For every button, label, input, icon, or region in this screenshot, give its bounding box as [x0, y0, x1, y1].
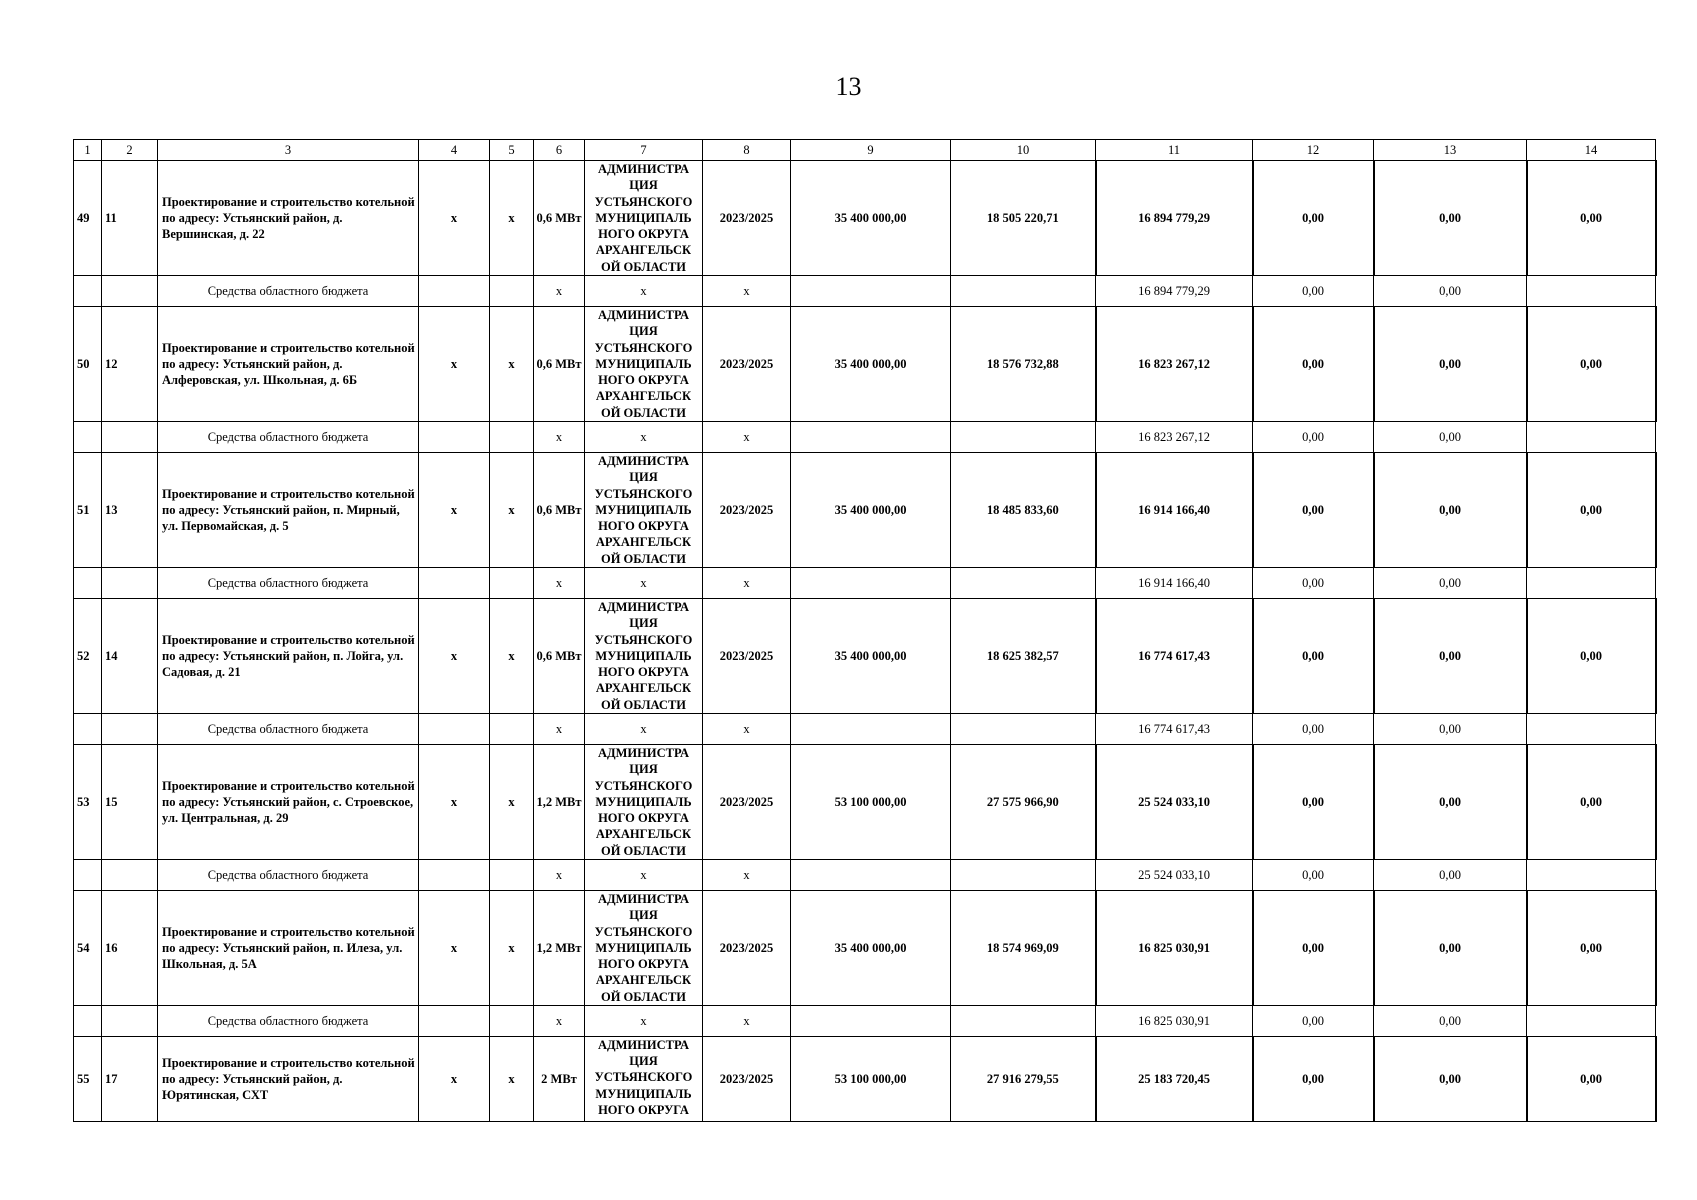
organization-line: ЦИЯ [629, 762, 658, 777]
organization-cell [585, 891, 703, 1006]
organization-line: МУНИЦИПАЛЬ [595, 648, 692, 663]
col-7-value: х [585, 276, 703, 307]
col-4-value: х [419, 891, 490, 1006]
empty-cell [951, 422, 1096, 453]
column-number-header [74, 140, 1656, 161]
organization-line: НОГО ОКРУГА [598, 957, 689, 972]
organization-line: НОГО ОКРУГА [598, 811, 689, 826]
period-value: 2023/2025 [703, 307, 791, 422]
period-value: 2023/2025 [703, 891, 791, 1006]
power-value: 0,6 МВт [534, 307, 585, 422]
row-number: 49 [74, 161, 102, 276]
funding-source-label: Средства областного бюджета [158, 1006, 419, 1037]
col-10-value: 18 574 969,09 [951, 891, 1096, 1006]
funding-source-row [74, 860, 1656, 891]
empty-cell [791, 1006, 951, 1037]
power-value: 0,6 МВт [534, 161, 585, 276]
empty-cell [419, 860, 490, 891]
organization-line: АРХАНГЕЛЬСК [595, 243, 692, 258]
table-body [74, 140, 1656, 1122]
col-4-value: х [419, 1037, 490, 1122]
table-row [74, 307, 1656, 422]
funding-source-label: Средства областного бюджета [158, 276, 419, 307]
organization-cell [585, 453, 703, 568]
organization-cell [585, 1037, 703, 1122]
col-10-value: 18 505 220,71 [951, 161, 1096, 276]
organization-line: УСТЬЯНСКОГО [594, 340, 693, 355]
col-13-value: 0,00 [1374, 276, 1527, 307]
col-12-value: 0,00 [1253, 422, 1374, 453]
organization-cell [585, 599, 703, 714]
col-13-value: 0,00 [1374, 891, 1527, 1006]
table-row [74, 745, 1656, 860]
col-7-value: х [585, 1006, 703, 1037]
col-7-value: х [585, 568, 703, 599]
empty-cell [1527, 860, 1656, 891]
total-cost: 53 100 000,00 [791, 745, 951, 860]
col-14-value: 0,00 [1527, 891, 1656, 1006]
col-8-value: х [703, 860, 791, 891]
object-name: Проектирование и строительство котельной по адресу: Устьянский район, п. Мирный, ул. Первомайская, д. 5 [158, 453, 419, 568]
col-14-value: 0,00 [1527, 599, 1656, 714]
organization-line: ОЙ ОБЛАСТИ [600, 259, 687, 274]
column-header: 6 [534, 140, 585, 161]
sub-number: 15 [102, 745, 158, 860]
organization-line: АДМИНИСТРА [597, 746, 690, 761]
col-11-value: 16 914 166,40 [1096, 453, 1253, 568]
col-14-value: 0,00 [1527, 745, 1656, 860]
col-12-value: 0,00 [1253, 1037, 1374, 1122]
col-10-value: 18 625 382,57 [951, 599, 1096, 714]
empty-cell [791, 276, 951, 307]
col-13-value: 0,00 [1374, 1037, 1527, 1122]
funding-source-row [74, 714, 1656, 745]
col-11-value: 16 823 267,12 [1096, 307, 1253, 422]
power-value: 0,6 МВт [534, 599, 585, 714]
total-cost: 35 400 000,00 [791, 599, 951, 714]
empty-cell [490, 714, 534, 745]
object-name: Проектирование и строительство котельной по адресу: Устьянский район, д. Вершинская, д. 22 [158, 161, 419, 276]
total-cost: 35 400 000,00 [791, 161, 951, 276]
empty-cell [951, 568, 1096, 599]
sub-number: 12 [102, 307, 158, 422]
col-7-value: х [585, 860, 703, 891]
organization-line: ЦИЯ [629, 1054, 658, 1069]
col-11-value: 25 183 720,45 [1096, 1037, 1253, 1122]
object-name: Проектирование и строительство котельной по адресу: Устьянский район, д. Алферовская, ул. Школьная, д. 6Б [158, 307, 419, 422]
column-header: 7 [585, 140, 703, 161]
sub-number: 14 [102, 599, 158, 714]
column-header: 4 [419, 140, 490, 161]
organization-line: ЦИЯ [629, 178, 658, 193]
column-header: 12 [1253, 140, 1374, 161]
empty-cell [1527, 422, 1656, 453]
col-11-value: 25 524 033,10 [1096, 745, 1253, 860]
col-6-value: х [534, 276, 585, 307]
col-11-value: 16 894 779,29 [1096, 161, 1253, 276]
funding-source-label: Средства областного бюджета [158, 714, 419, 745]
col-11-value: 16 774 617,43 [1096, 599, 1253, 714]
funding-source-label: Средства областного бюджета [158, 568, 419, 599]
col-10-value: 18 485 833,60 [951, 453, 1096, 568]
col-11-value: 16 825 030,91 [1096, 1006, 1253, 1037]
col-12-value: 0,00 [1253, 276, 1374, 307]
column-header: 14 [1527, 140, 1656, 161]
organization-line: УСТЬЯНСКОГО [594, 486, 693, 501]
organization-line: НОГО ОКРУГА [598, 1102, 689, 1117]
row-number: 51 [74, 453, 102, 568]
col-13-value: 0,00 [1374, 161, 1527, 276]
empty-cell [490, 422, 534, 453]
empty-cell [791, 860, 951, 891]
organization-line: ЦИЯ [629, 470, 658, 485]
col-11-value: 16 825 030,91 [1096, 891, 1253, 1006]
organization-line: АДМИНИСТРА [597, 600, 690, 615]
organization-line: АДМИНИСТРА [597, 454, 690, 469]
table-row [74, 599, 1656, 714]
column-header: 8 [703, 140, 791, 161]
empty-cell [791, 714, 951, 745]
organization-line: АДМИНИСТРА [597, 1038, 690, 1052]
organization-line: НОГО ОКРУГА [598, 373, 689, 388]
col-11-value: 16 774 617,43 [1096, 714, 1253, 745]
col-12-value: 0,00 [1253, 891, 1374, 1006]
period-value: 2023/2025 [703, 599, 791, 714]
col-8-value: х [703, 714, 791, 745]
empty-cell [1527, 276, 1656, 307]
col-7-value: х [585, 422, 703, 453]
row-number: 50 [74, 307, 102, 422]
row-number: 54 [74, 891, 102, 1006]
period-value: 2023/2025 [703, 1037, 791, 1122]
total-cost: 35 400 000,00 [791, 307, 951, 422]
sub-number: 11 [102, 161, 158, 276]
col-13-value: 0,00 [1374, 568, 1527, 599]
organization-line: ЦИЯ [629, 324, 658, 339]
organization-cell [585, 745, 703, 860]
organization-line: АДМИНИСТРА [597, 162, 690, 177]
organization-line: НОГО ОКРУГА [598, 519, 689, 534]
organization-line: ЦИЯ [629, 616, 658, 631]
organization-cell [585, 161, 703, 276]
col-13-value: 0,00 [1374, 745, 1527, 860]
col-6-value: х [534, 860, 585, 891]
col-5-value: х [490, 307, 534, 422]
table-row [74, 453, 1656, 568]
organization-line: МУНИЦИПАЛЬ [595, 794, 692, 809]
column-header: 9 [791, 140, 951, 161]
col-13-value: 0,00 [1374, 599, 1527, 714]
empty-cell [419, 568, 490, 599]
col-13-value: 0,00 [1374, 453, 1527, 568]
organization-line: ОЙ ОБЛАСТИ [600, 697, 687, 712]
col-6-value: х [534, 422, 585, 453]
empty-cell [490, 1006, 534, 1037]
empty-cell [951, 1006, 1096, 1037]
funding-source-label: Средства областного бюджета [158, 422, 419, 453]
col-10-value: 27 575 966,90 [951, 745, 1096, 860]
col-11-value: 25 524 033,10 [1096, 860, 1253, 891]
empty-cell [951, 860, 1096, 891]
organization-line: МУНИЦИПАЛЬ [595, 940, 692, 955]
organization-line: МУНИЦИПАЛЬ [595, 210, 692, 225]
organization-line: ОЙ ОБЛАСТИ [600, 551, 687, 566]
power-value: 1,2 МВт [534, 891, 585, 1006]
empty-cell [951, 714, 1096, 745]
object-name: Проектирование и строительство котельной по адресу: Устьянский район, п. Лойга, ул. Садовая, д. 21 [158, 599, 419, 714]
object-name: Проектирование и строительство котельной по адресу: Устьянский район, д. Юрятинская, СХТ [158, 1037, 419, 1122]
col-11-value: 16 914 166,40 [1096, 568, 1253, 599]
organization-line: МУНИЦИПАЛЬ [595, 356, 692, 371]
organization-line: АРХАНГЕЛЬСК [595, 681, 692, 696]
col-12-value: 0,00 [1253, 307, 1374, 422]
col-4-value: х [419, 161, 490, 276]
empty-cell [419, 714, 490, 745]
empty-cell [1527, 1006, 1656, 1037]
page-number: 13 [835, 72, 862, 101]
empty-cell [102, 568, 158, 599]
col-6-value: х [534, 1006, 585, 1037]
col-12-value: 0,00 [1253, 568, 1374, 599]
empty-cell [419, 1006, 490, 1037]
col-10-value: 27 916 279,55 [951, 1037, 1096, 1122]
period-value: 2023/2025 [703, 745, 791, 860]
funding-source-label: Средства областного бюджета [158, 860, 419, 891]
col-7-value: х [585, 714, 703, 745]
organization-line: НОГО ОКРУГА [598, 227, 689, 242]
col-13-value: 0,00 [1374, 714, 1527, 745]
col-5-value: х [490, 161, 534, 276]
total-cost: 53 100 000,00 [791, 1037, 951, 1122]
empty-cell [490, 860, 534, 891]
column-header: 13 [1374, 140, 1527, 161]
organization-line: МУНИЦИПАЛЬ [595, 502, 692, 517]
organization-line: УСТЬЯНСКОГО [594, 194, 693, 209]
col-14-value: 0,00 [1527, 307, 1656, 422]
empty-cell [419, 422, 490, 453]
column-header: 11 [1096, 140, 1253, 161]
empty-cell [74, 568, 102, 599]
col-6-value: х [534, 714, 585, 745]
organization-line: АРХАНГЕЛЬСК [595, 389, 692, 404]
col-12-value: 0,00 [1253, 1006, 1374, 1037]
col-8-value: х [703, 568, 791, 599]
column-header: 2 [102, 140, 158, 161]
power-value: 2 МВт [534, 1037, 585, 1122]
budget-table [73, 139, 1657, 1122]
col-13-value: 0,00 [1374, 1006, 1527, 1037]
col-12-value: 0,00 [1253, 714, 1374, 745]
column-header: 1 [74, 140, 102, 161]
organization-line: ОЙ ОБЛАСТИ [600, 405, 687, 420]
organization-line: ОЙ ОБЛАСТИ [600, 989, 687, 1004]
row-number: 52 [74, 599, 102, 714]
col-14-value: 0,00 [1527, 1037, 1656, 1122]
total-cost: 35 400 000,00 [791, 453, 951, 568]
sub-number: 13 [102, 453, 158, 568]
col-10-value: 18 576 732,88 [951, 307, 1096, 422]
col-8-value: х [703, 1006, 791, 1037]
col-4-value: х [419, 453, 490, 568]
total-cost: 35 400 000,00 [791, 891, 951, 1006]
col-6-value: х [534, 568, 585, 599]
funding-source-row [74, 1006, 1656, 1037]
sub-number: 17 [102, 1037, 158, 1122]
period-value: 2023/2025 [703, 161, 791, 276]
empty-cell [102, 860, 158, 891]
empty-cell [74, 714, 102, 745]
empty-cell [791, 568, 951, 599]
empty-cell [951, 276, 1096, 307]
col-12-value: 0,00 [1253, 599, 1374, 714]
funding-source-row [74, 276, 1656, 307]
empty-cell [419, 276, 490, 307]
organization-line: МУНИЦИПАЛЬ [595, 1086, 692, 1101]
column-header: 5 [490, 140, 534, 161]
table-row [74, 161, 1656, 276]
col-8-value: х [703, 422, 791, 453]
empty-cell [102, 714, 158, 745]
empty-cell [74, 422, 102, 453]
funding-source-row [74, 422, 1656, 453]
organization-line: АРХАНГЕЛЬСК [595, 973, 692, 988]
table-row [74, 1037, 1656, 1122]
organization-line: УСТЬЯНСКОГО [594, 778, 693, 793]
organization-line: ОЙ ОБЛАСТИ [600, 843, 687, 858]
power-value: 1,2 МВт [534, 745, 585, 860]
empty-cell [490, 276, 534, 307]
empty-cell [1527, 568, 1656, 599]
col-14-value: 0,00 [1527, 453, 1656, 568]
col-4-value: х [419, 599, 490, 714]
col-5-value: х [490, 1037, 534, 1122]
empty-cell [74, 1006, 102, 1037]
organization-line: УСТЬЯНСКОГО [594, 924, 693, 939]
col-5-value: х [490, 745, 534, 860]
organization-line: НОГО ОКРУГА [598, 665, 689, 680]
object-name: Проектирование и строительство котельной по адресу: Устьянский район, п. Илеза, ул. Школьная, д. 5А [158, 891, 419, 1006]
col-4-value: х [419, 307, 490, 422]
col-4-value: х [419, 745, 490, 860]
empty-cell [102, 1006, 158, 1037]
col-5-value: х [490, 891, 534, 1006]
organization-line: АРХАНГЕЛЬСК [595, 827, 692, 842]
empty-cell [490, 568, 534, 599]
organization-cell [585, 307, 703, 422]
organization-line: УСТЬЯНСКОГО [594, 632, 693, 647]
col-11-value: 16 823 267,12 [1096, 422, 1253, 453]
empty-cell [74, 860, 102, 891]
column-header: 10 [951, 140, 1096, 161]
col-14-value: 0,00 [1527, 161, 1656, 276]
period-value: 2023/2025 [703, 453, 791, 568]
col-11-value: 16 894 779,29 [1096, 276, 1253, 307]
col-12-value: 0,00 [1253, 745, 1374, 860]
empty-cell [102, 422, 158, 453]
col-13-value: 0,00 [1374, 422, 1527, 453]
column-header: 3 [158, 140, 419, 161]
col-12-value: 0,00 [1253, 860, 1374, 891]
empty-cell [1527, 714, 1656, 745]
col-5-value: х [490, 599, 534, 714]
organization-line: УСТЬЯНСКОГО [594, 1070, 693, 1085]
power-value: 0,6 МВт [534, 453, 585, 568]
empty-cell [74, 276, 102, 307]
col-5-value: х [490, 453, 534, 568]
col-13-value: 0,00 [1374, 860, 1527, 891]
table-row [74, 891, 1656, 1006]
funding-source-row [74, 568, 1656, 599]
col-12-value: 0,00 [1253, 161, 1374, 276]
row-number: 53 [74, 745, 102, 860]
col-13-value: 0,00 [1374, 307, 1527, 422]
organization-line: АДМИНИСТРА [597, 892, 690, 907]
organization-line: ЦИЯ [629, 908, 658, 923]
row-number: 55 [74, 1037, 102, 1122]
object-name: Проектирование и строительство котельной по адресу: Устьянский район, с. Строевское, ул. Центральная, д. 29 [158, 745, 419, 860]
organization-line: АРХАНГЕЛЬСК [595, 535, 692, 550]
empty-cell [791, 422, 951, 453]
col-12-value: 0,00 [1253, 453, 1374, 568]
organization-line: АДМИНИСТРА [597, 308, 690, 323]
empty-cell [102, 276, 158, 307]
col-8-value: х [703, 276, 791, 307]
sub-number: 16 [102, 891, 158, 1006]
